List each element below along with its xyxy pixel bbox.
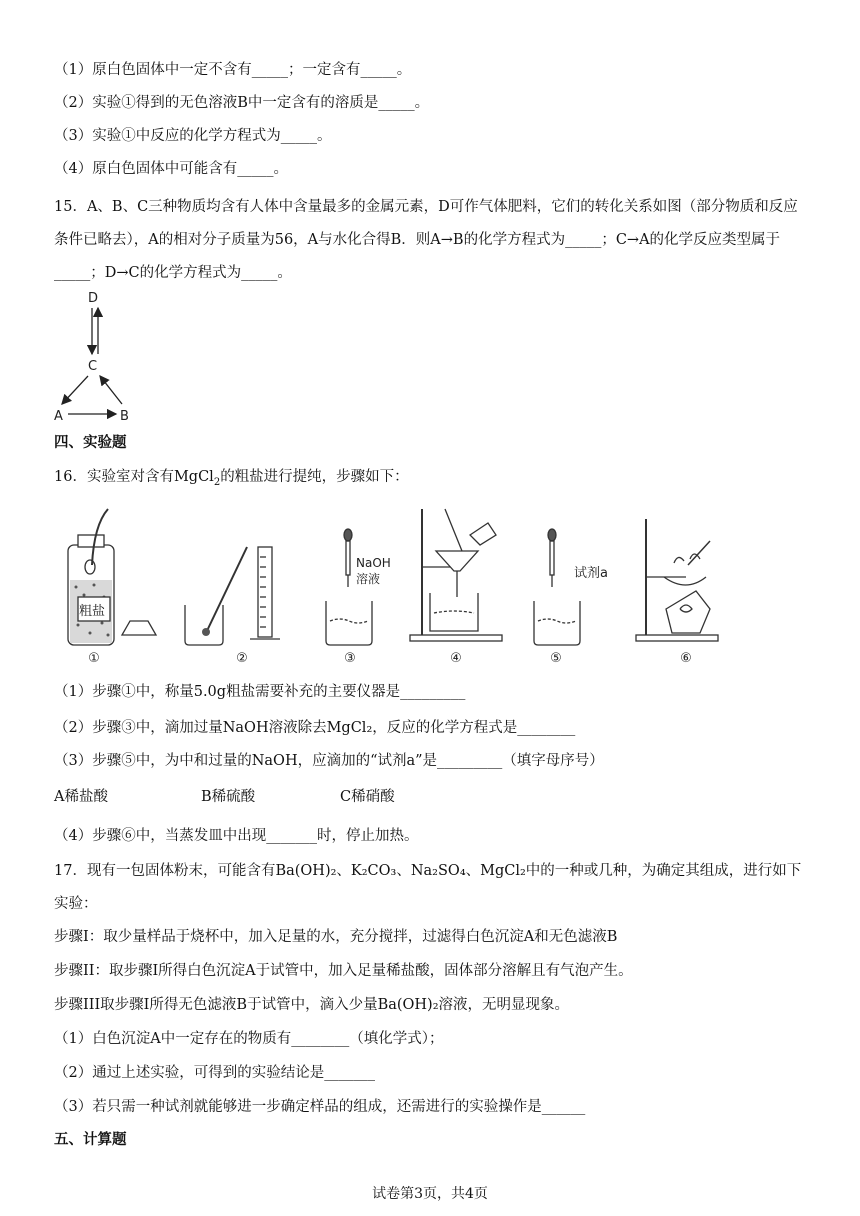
q16-intro: 16．实验室对含有MgCl$_2$的粗盐进行提纯，步骤如下： — [54, 469, 409, 488]
q16-item-2: （2）步骤③中，滴加过量NaOH溶液除去MgCl₂，反应的化学方程式是________ — [54, 720, 576, 736]
page-footer: 试卷第3页，共4页 — [372, 1186, 488, 1202]
reagent-a-label: 试剂a — [574, 566, 608, 581]
step-label-6: ⑥ — [680, 651, 692, 666]
jar-label: 粗盐 — [78, 604, 106, 619]
q17-step-1: 步骤I：取少量样品于烧杯中，加入足量的水，充分搅拌，过滤得白色沉淀A和无色滤液B — [54, 929, 618, 945]
q17-text: 17．现有一包固体粉末，可能含有Ba(OH)₂、K₂CO₃、Na₂SO₄、MgCl₂中的一种或几种，为确定其组成，进行如下实验： — [54, 863, 802, 912]
naoh-label-1: NaOH — [356, 556, 391, 570]
diagram-node-d: D — [88, 291, 99, 306]
step-label-1: ① — [88, 651, 100, 666]
evaporation-icon — [636, 519, 718, 641]
q15-text: 15．A、B、C三种物质均含有人体中含量最多的金属元素，D可作气体肥料，它们的转化关系如图（部分物质和反应条件已略去），A的相对分子质量为56，A与水化合得B．则A→B的化学方程式为_____；C→A的化学反应类型属于_____；D→C的化学方程式为_____。 — [54, 199, 798, 281]
q15-transform-diagram — [50, 286, 150, 426]
q16-item-1: （1）步骤①中，称量5.0g粗盐需要补充的主要仪器是_________ — [54, 684, 466, 700]
naoh-label-2: 溶液 — [356, 572, 381, 586]
beaker-stir-icon — [185, 547, 247, 645]
section-heading-experiment: 四、实验题 — [54, 434, 127, 451]
beaker-icon — [326, 601, 372, 645]
q16-option-a: A稀盐酸 — [54, 789, 108, 805]
section-heading-calculation: 五、计算题 — [54, 1131, 127, 1148]
beaker-icon-2 — [534, 601, 580, 645]
q17-item-1: （1）白色沉淀A中一定存在的物质有________（填化学式）； — [54, 1031, 444, 1047]
filtration-icon — [410, 509, 502, 641]
reagent-jar-icon — [68, 509, 114, 645]
step-label-3: ③ — [344, 651, 356, 666]
q14-item-4: （4）原白色固体中可能含有_____。 — [54, 161, 288, 177]
q16-option-b: B稀硫酸 — [201, 789, 256, 805]
q14-item-2: （2）实验①得到的无色溶液B中一定含有的溶质是_____。 — [54, 95, 430, 111]
q16-apparatus-figure — [50, 505, 740, 667]
q14-item-1: （1）原白色固体中一定不含有_____；一定含有_____。 — [54, 62, 412, 78]
q17-item-2: （2）通过上述实验，可得到的实验结论是_______ — [54, 1065, 375, 1081]
step-label-5: ⑤ — [550, 651, 562, 666]
dropper-icon — [344, 529, 352, 587]
diagram-node-c: C — [88, 359, 98, 374]
dropper-reagent-icon — [548, 529, 556, 587]
step-label-4: ④ — [450, 651, 462, 666]
q16-option-c: C稀硝酸 — [340, 789, 395, 805]
graduated-cylinder-icon — [250, 547, 280, 639]
q17-step-2: 步骤II：取步骤I所得白色沉淀A于试管中，加入足量稀盐酸，固体部分溶解且有气泡产生。 — [54, 963, 633, 979]
q16-item-3: （3）步骤⑤中，为中和过量的NaOH，应滴加的“试剂a”是_________（填字母序号） — [54, 753, 604, 769]
diagram-node-b: B — [120, 409, 129, 424]
diagram-node-a: A — [54, 409, 63, 424]
q17-item-3: （3）若只需一种试剂就能够进一步确定样品的组成，还需进行的实验操作是______ — [54, 1099, 586, 1115]
step-label-2: ② — [236, 651, 248, 666]
q16-item-4: （4）步骤⑥中，当蒸发皿中出现_______时，停止加热。 — [54, 828, 419, 844]
weighing-dish-icon — [122, 621, 156, 635]
q14-item-3: （3）实验①中反应的化学方程式为_____。 — [54, 128, 332, 144]
q17-step-3: 步骤III取步骤I所得无色滤液B于试管中，滴入少量Ba(OH)₂溶液，无明显现象。 — [54, 997, 570, 1013]
